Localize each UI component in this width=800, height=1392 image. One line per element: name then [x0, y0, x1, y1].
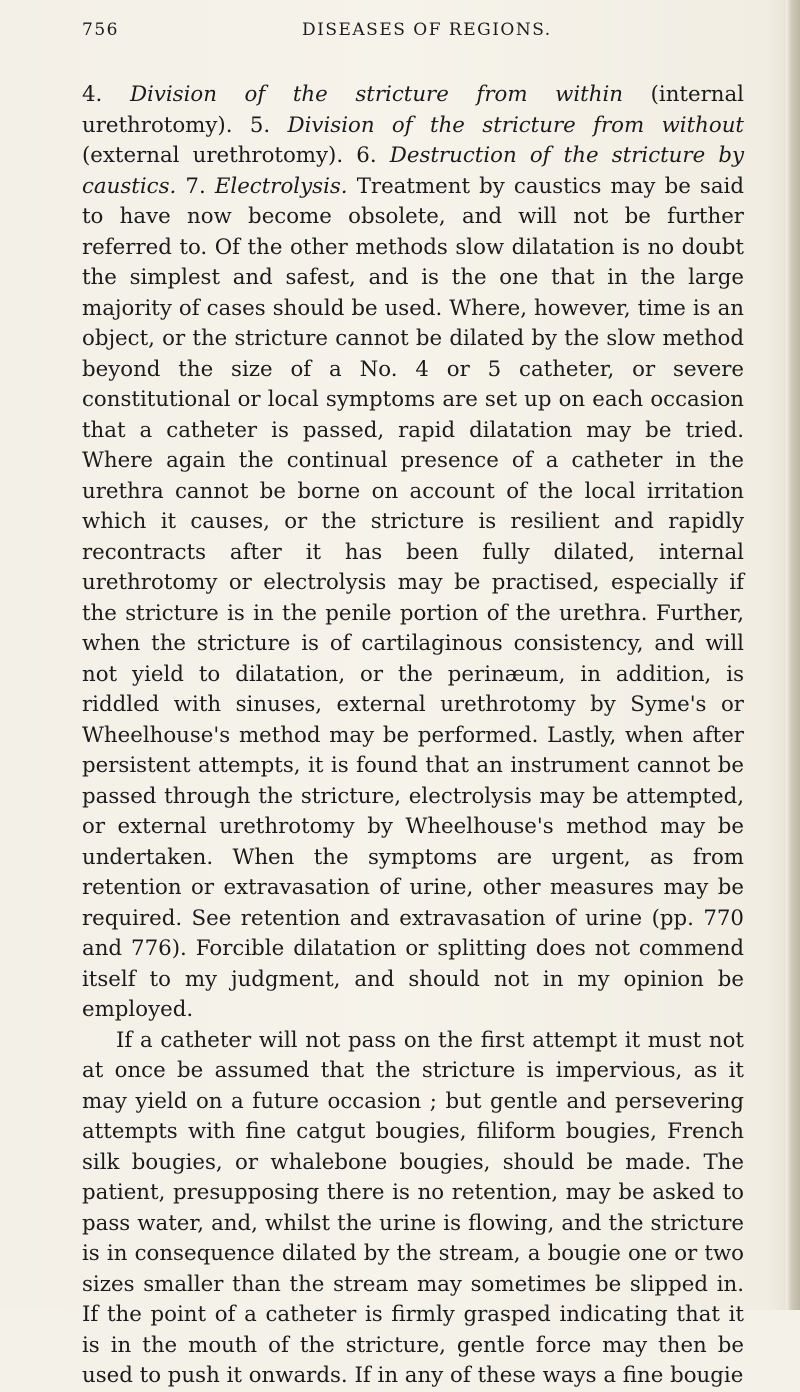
running-head: DISEASES OF REGIONS.: [302, 20, 552, 40]
method-title: Destruction of the stricture by caustics.: [82, 143, 745, 199]
method-title: Division of the stricture from without: [287, 112, 744, 138]
method-title: Division of the stricture from within: [129, 82, 623, 107]
item-number: 4.: [82, 82, 130, 107]
paragraph-catheter: If a catheter will not pass on the first attempt it must not at once be assumed that the stricture is impervious, as it may yield on a future occasion ; but gentle and persevering attempts with fine catgut bougies, filiform bougies, French silk bougies, or whalebone bougies, should be made. The patient, presupposing there is no retention, may be asked to pass water, and, whilst the urine is flowing, and the stricture is in consequence dilated by the stream, a bougie one or two sizes smaller than the stream may sometimes be slipped in. If the point of a catheter is firmly grasped indicating that it is in the mouth of the stricture, gentle force may then be used to push it onwards. If in any of these ways a fine bougie: [82, 1027, 744, 1388]
item-number: 5.: [249, 112, 288, 138]
page-header: [82, 16, 742, 46]
page-number: 756: [82, 20, 119, 40]
method-note: (internal urethrotomy).: [82, 82, 744, 138]
item-number: 7.: [176, 173, 215, 199]
paragraph-treatment-methods: [82, 80, 744, 1026]
paragraph-text: Treatment by caustics may be said to have now become obsolete, and will not be further referred to. Of the other methods slow dilatation is no doubt the simplest and safest, and is the one that in the large majority of cases should be used. Where, however, time is an object, or the stricture cannot be dilated by the slow method beyond the size of a No. 4 or 5 catheter, or severe constitutional or local symptoms are set up on each occasion that a catheter is passed, rapid dilatation may be tried. Where again the continual presence of a catheter in the urethra cannot be borne on account of the local irritation which it causes, or the stricture is resilient and rapidly recontracts after it has been fully dilated, internal urethrotomy or electrolysis may be practised, especially if the stricture is in the penile portion of the urethra. Further, when the stricture is of cartilaginous consistency, and will not yield to dilatation, or the perinæum, in addition, is riddled with sinuses, external urethrotomy by Syme's or Wheelhouse's method may be performed. Lastly, when after persistent attempts, it is found that an instrument cannot be passed through the stricture, electrolysis may be attempted, or external urethrotomy by Wheelhouse's method may be undertaken. When the symptoms are urgent, as from retention or extravasation of urine, other measures may be required. See retention and extravasation of urine (pp. 770 and 776). Forcible dilatation or splitting does not commend itself to my judgment, and should not in my opinion be employed.: [82, 173, 745, 1022]
body-text: [82, 80, 744, 1392]
item-number: 6.: [356, 143, 390, 168]
method-title: Electrolysis.: [214, 173, 348, 199]
method-note: (external urethrotomy).: [82, 143, 357, 168]
page-edge: [786, 0, 800, 1310]
